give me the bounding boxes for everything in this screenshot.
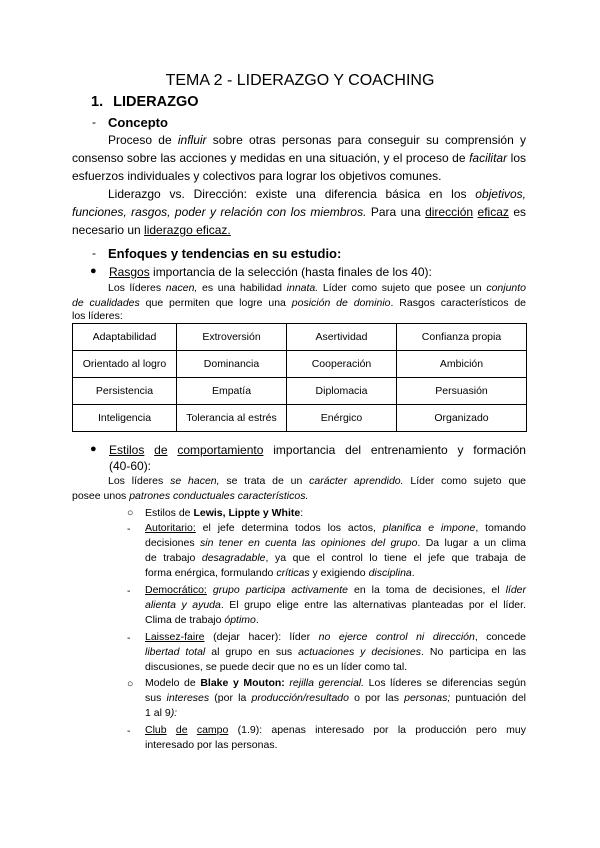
table-cell: Inteligencia bbox=[73, 405, 177, 432]
paragraph-line: posee unos patrones conductuales característicos. bbox=[72, 490, 309, 502]
section-title: LIDERAZGO bbox=[113, 94, 199, 110]
list-item-lewis: Estilos de Lewis, Lippte y White: bbox=[145, 507, 304, 519]
list-item: interesado por las personas. bbox=[145, 739, 278, 751]
table-cell: Persistencia bbox=[73, 378, 177, 405]
table-cell: Organizado bbox=[397, 405, 527, 432]
table-cell: Cooperación bbox=[287, 351, 397, 378]
paragraph-line: funciones, rasgos, poder y relación con los miembros. Para una dirección eficaz es bbox=[72, 205, 527, 219]
list-item: 1 al 9): bbox=[145, 707, 178, 719]
bullet-icon: ● bbox=[90, 265, 97, 277]
list-item-blake: Modelo de Blake y Mouton: rejilla gerencial. Los líderes se diferencias según bbox=[145, 677, 526, 689]
dash-marker: - bbox=[127, 632, 131, 644]
subheading-concepto: Concepto bbox=[108, 115, 168, 130]
table-row bbox=[73, 324, 527, 351]
paragraph-line: consenso sobre las acciones y medidas en una situación, y el proceso de facilitar los bbox=[72, 151, 526, 165]
list-item: discusiones, se puede decir que no es un líder como tal. bbox=[145, 661, 408, 673]
list-item: decisiones sin tener en cuenta las opiniones del grupo. Da lugar a un clima bbox=[145, 537, 526, 549]
list-item: Clima de trabajo óptimo. bbox=[145, 614, 259, 626]
list-item-club-de-campo: Club de campo (1.9): apenas interesado por la producción pero muy bbox=[145, 724, 526, 736]
table-cell: Ambición bbox=[397, 351, 527, 378]
table-cell: Dominancia bbox=[177, 351, 287, 378]
table-cell: Orientado al logro bbox=[73, 351, 177, 378]
page-title: TEMA 2 - LIDERAZGO Y COACHING bbox=[165, 72, 435, 89]
list-item: libertad total al grupo en sus actuaciones y decisiones. No participa en las bbox=[145, 646, 526, 658]
paragraph-line: necesario un liderazgo eficaz. bbox=[72, 223, 231, 237]
section-number: 1. bbox=[91, 94, 104, 110]
traits-table bbox=[72, 323, 527, 432]
table-row bbox=[73, 405, 527, 432]
paragraph-line: de cualidades que permiten que logre una posición de dominio. Rasgos característicos de bbox=[72, 297, 527, 309]
paragraph-line: Los líderes nacen, es una habilidad innata. Líder como sujeto que posee un conjunto bbox=[108, 282, 527, 294]
paragraph-line: Los líderes se hacen, se trata de un carácter aprendido. Líder como sujeto que bbox=[108, 475, 526, 487]
dash-marker: - bbox=[92, 246, 96, 260]
list-item: Democrático: grupo participa activamente en la toma de decisiones, el líder bbox=[145, 584, 526, 596]
list-item: alienta y ayuda. El grupo elige entre las alternativas planteadas por el líder. bbox=[145, 599, 526, 611]
paragraph-line: esfuerzos individuales y colectivos para lograr los objetivos comunes. bbox=[72, 169, 442, 183]
table-row bbox=[73, 351, 527, 378]
list-item: de trabajo desagradable, ya que el control lo tiene el jefe que trabaja de bbox=[145, 552, 526, 564]
list-item: Autoritario: el jefe determina todos los actos, planifica e impone, tomando bbox=[145, 522, 526, 534]
dash-marker: - bbox=[127, 523, 131, 535]
bullet-icon: ● bbox=[90, 443, 97, 455]
list-item: sus intereses (por la producción/resultado o por las personas; puntuación del bbox=[145, 692, 526, 704]
paragraph-line: Proceso de influir sobre otras personas para conseguir su comprensión y bbox=[108, 133, 526, 147]
dash-marker: - bbox=[127, 585, 131, 597]
table-cell: Tolerancia al estrés bbox=[177, 405, 287, 432]
table-cell: Confianza propia bbox=[397, 324, 527, 351]
subheading-enfoques: Enfoques y tendencias en su estudio: bbox=[108, 246, 342, 261]
dash-marker: - bbox=[127, 725, 131, 737]
table-cell: Extroversión bbox=[177, 324, 287, 351]
table-cell: Diplomacia bbox=[287, 378, 397, 405]
bullet-estilos: Estilos de comportamiento importancia del entrenamiento y formación bbox=[109, 443, 526, 457]
table-cell: Adaptabilidad bbox=[73, 324, 177, 351]
paragraph-line: Liderazgo vs. Dirección: existe una diferencia básica en los objetivos, bbox=[108, 187, 526, 201]
list-item: Laissez-faire (dejar hacer): líder no ejerce control ni dirección, concede bbox=[145, 631, 527, 643]
section-heading bbox=[91, 94, 199, 110]
table-cell: Asertividad bbox=[287, 324, 397, 351]
list-item: forma enérgica, formulando críticas y exigiendo disciplina. bbox=[145, 567, 415, 579]
paragraph-line: los líderes: bbox=[72, 310, 123, 322]
circle-bullet-icon: ○ bbox=[127, 507, 134, 519]
dash-marker: - bbox=[92, 115, 96, 129]
table-cell: Empatía bbox=[177, 378, 287, 405]
table-cell: Enérgico bbox=[287, 405, 397, 432]
circle-bullet-icon: ○ bbox=[127, 678, 134, 690]
table-cell: Persuasión bbox=[397, 378, 527, 405]
table-row bbox=[73, 378, 527, 405]
bullet-rasgos: Rasgos importancia de la selección (hasta finales de los 40): bbox=[109, 265, 432, 279]
paragraph-line: (40-60): bbox=[109, 459, 152, 473]
